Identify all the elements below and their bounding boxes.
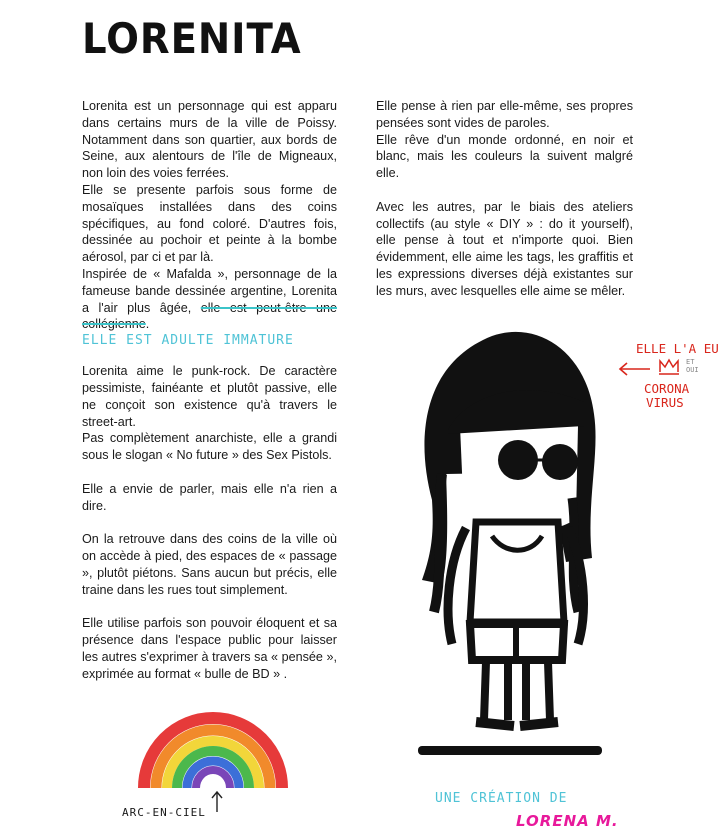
handwritten-note-corona: [604, 340, 720, 412]
spacer: [82, 598, 337, 615]
paragraph-punk: Lorenita aime le punk-rock. De caractère pessimiste, fainéante et plutôt passive, elle ne conçoit son existence qu'à travers le street-art.: [82, 364, 337, 429]
crown-row: [604, 358, 720, 380]
paragraph-intro: Lorenita est un personnage qui est apparu dans certains murs de la ville de Poissy. Notamment dans son quartier, aux bords de Seine, aux alentours de l'île de Migneaux, non loin des voies ferrées.: [82, 99, 337, 181]
paragraph-places: On la retrouve dans des coins de la ville où on accède à pied, des espaces de « passage », plutôt piétons. Sans aucun but précis, elle traine dans les rues tout simplement.: [82, 532, 337, 597]
handwritten-note-adult: ELLE EST ADULTE IMMATURE: [82, 333, 294, 348]
rainbow-drawing: [138, 700, 288, 792]
arrow-up-icon: [210, 790, 224, 814]
paragraph-mosaic: Elle se presente parfois sous forme de mosaïques installées dans des coins spécifiques, au fond coloré. D'autres fois, dessinée au pochoir et peinte à la bombe aérosol, par ci et par là.: [82, 182, 337, 265]
paragraph-workshops: Avec les autres, par le biais des ateliers collectifs (au style « DIY » : do it yourself), elle pense à tout et n'importe quoi. Bien évidemment, elle aime les tags, les graffitis et les expressions diverses déjà existantes sur les murs, avec lesquelles elle aime se mêler.: [376, 199, 633, 298]
legs: [484, 662, 550, 720]
glasses-right: [542, 444, 578, 480]
brand-signature: LORENA M.: [516, 812, 619, 830]
paragraph-mafalda: [82, 266, 337, 333]
corona-line-3: VIRUS: [646, 395, 684, 410]
glasses-left: [498, 440, 538, 480]
mafalda-end: .: [145, 317, 150, 332]
arm-left: [448, 528, 466, 644]
page-title: LORENITA: [82, 14, 302, 63]
paragraph-dream: Elle rêve d'un monde ordonné, en noir et blanc, mais les couleurs la suivent malgré elle.: [376, 132, 633, 181]
paragraph-power: Elle utilise parfois son pouvoir éloquent et sa présence dans l'espace public pour laisser les autres s'exprimer à travers sa « pensée », exprimée au format « bulle de BD » .: [82, 616, 337, 681]
right-text-column: [376, 98, 633, 300]
paragraph-thinks: Elle pense à rien par elle-même, ses propres pensées sont vides de paroles.: [376, 99, 633, 130]
credit-note: UNE CRÉATION DE: [435, 791, 568, 806]
corona-line-2: CORONA: [644, 381, 690, 396]
shirt: [470, 522, 564, 622]
mafalda-text: Inspirée de « Mafalda », personnage de la fameuse bande dessinée argentine, Lorenita a l'air plus âgée,: [82, 266, 337, 315]
corona-line-1: ELLE L'A EU: [636, 341, 719, 356]
spacer: [82, 514, 337, 531]
ground-line: [418, 746, 602, 755]
rainbow-caption: ARC-EN-CIEL: [122, 806, 206, 819]
left-text-column: [82, 98, 337, 682]
lorenita-illustration: [408, 322, 604, 770]
struck-text: elle est peut-être une collégienne: [82, 300, 338, 332]
spacer: [376, 182, 633, 199]
spacer: [82, 464, 337, 481]
paragraph-speak: Elle a envie de parler, mais elle n'a rien a dire.: [82, 481, 337, 513]
paragraph-anarchist: Pas complètement anarchiste, elle a grandi sous le slogan « No future » des Sex Pistols.: [82, 431, 337, 463]
arrow-left-icon: [618, 362, 652, 376]
crown-icon: [658, 358, 680, 376]
corona-small: ET OUI: [686, 358, 699, 374]
